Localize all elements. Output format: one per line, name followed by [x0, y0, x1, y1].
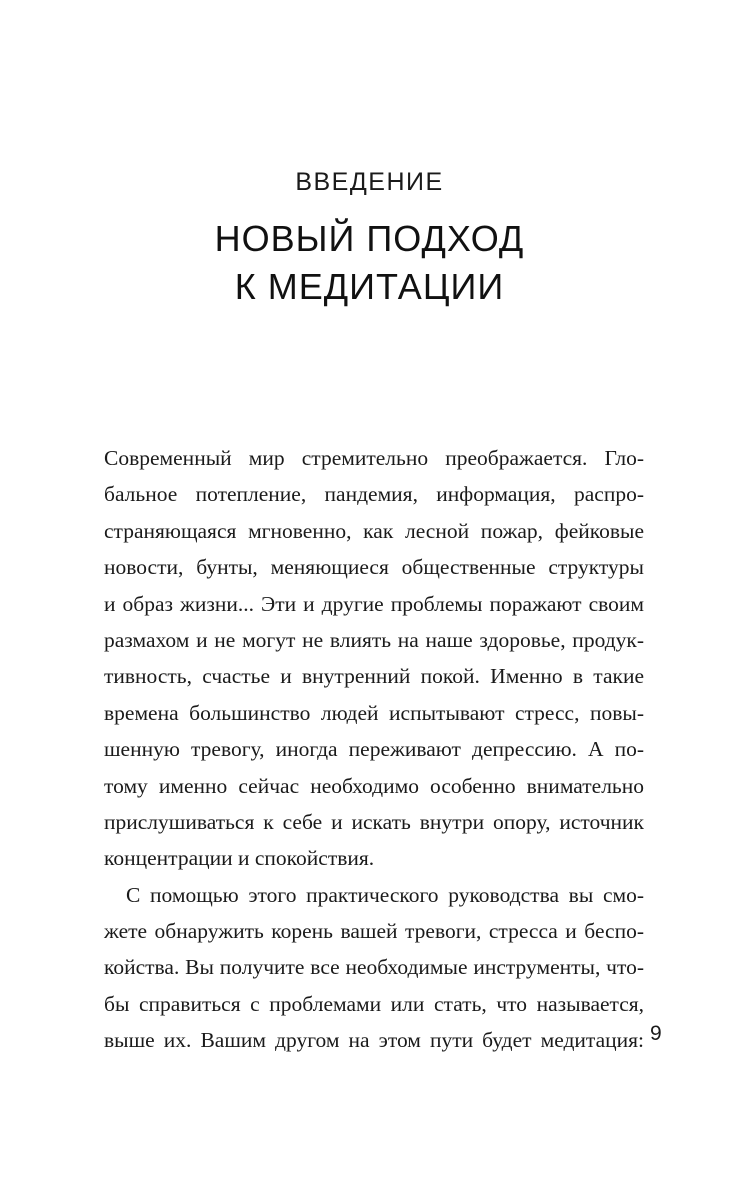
text-line: тивность, счастье и внутренний покой. Именно в такие	[104, 664, 644, 689]
chapter-title-line: НОВЫЙ ПОДХОД	[214, 218, 525, 259]
text-line: шенную тревогу, иногда переживают депрессию. А по-	[104, 737, 644, 762]
text-line: новости, бунты, меняющиеся общественные структуры	[104, 555, 644, 580]
text-line: страняющаяся мгновенно, как лесной пожар, фейковые	[104, 518, 644, 543]
paragraph-2	[104, 877, 644, 1059]
text-line: бы справиться с проблемами или стать, что называется,	[104, 991, 644, 1016]
paragraph-1	[104, 440, 644, 877]
body-text	[104, 440, 644, 1059]
text-line: концентрации и спокойствия.	[104, 846, 375, 871]
text-line: размахом и не могут не влиять на наше здоровье, продук-	[104, 627, 644, 652]
text-line: бальное потепление, пандемия, информация, распро-	[104, 482, 644, 507]
text-line: койства. Вы получите все необходимые инструменты, что-	[104, 955, 644, 980]
text-line: прислушиваться к себе и искать внутри опору, источник	[104, 809, 644, 834]
text-line: и образ жизни... Эти и другие проблемы поражают своим	[104, 591, 644, 616]
text-line: тому именно сейчас необходимо особенно внимательно	[104, 773, 644, 798]
page-number: 9	[650, 1022, 662, 1045]
chapter-title	[0, 215, 739, 311]
text-line: времена большинство людей испытывают стресс, повы-	[104, 700, 644, 725]
text-line: С помощью этого практического руководства вы смо-	[126, 882, 644, 907]
text-line: жете обнаружить корень вашей тревоги, стресса и беспо-	[104, 919, 644, 944]
chapter-title-line: К МЕДИТАЦИИ	[234, 266, 505, 307]
text-line: выше их. Вашим другом на этом пути будет медитация:	[104, 1028, 644, 1053]
chapter-label: ВВЕДЕНИЕ	[295, 168, 444, 196]
text-line: Современный мир стремительно преображается. Гло-	[104, 446, 644, 470]
